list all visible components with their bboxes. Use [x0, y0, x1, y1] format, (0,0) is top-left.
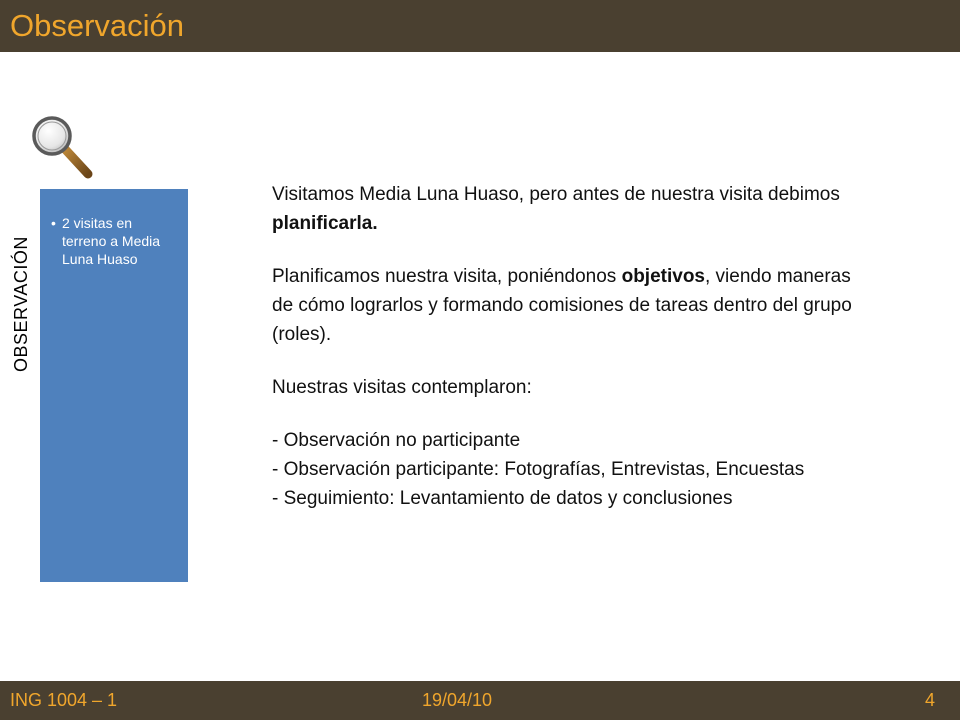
footer-course: ING 1004 – 1	[10, 690, 118, 710]
panel-bullet-text: 2 visitas en terreno a Media Luna Huaso	[62, 215, 161, 267]
bullet-marker: •	[51, 215, 56, 231]
paragraph-2-text-b: , viendo maneras de cómo lograrlos y formando comisiones de tareas dentro del grupo (roles).	[272, 266, 852, 345]
magnifier-icon	[28, 114, 98, 184]
paragraph-2-text-a: Planificamos nuestra visita, poniéndonos	[272, 266, 622, 287]
slide-title: Observación	[10, 8, 185, 43]
paragraph-2	[272, 262, 872, 349]
vertical-section-label: OBSERVACIÓN	[11, 236, 31, 372]
paragraph-1	[272, 180, 872, 238]
footer-date: 19/04/10	[422, 690, 493, 710]
paragraph-1-bold: planificarla.	[272, 213, 378, 234]
panel-bullet-item	[51, 214, 176, 268]
paragraph-2-bold: objetivos	[621, 266, 705, 287]
paragraph-1-text: Visitamos Media Luna Huaso, pero antes de nuestra visita debimos	[272, 184, 840, 205]
list-item: - Observación participante: Fotografías, Entrevistas, Encuestas	[272, 459, 805, 480]
list-item: - Observación no participante	[272, 430, 521, 451]
footer-page-number: 4	[925, 690, 936, 710]
paragraph-3: Nuestras visitas contemplaron:	[272, 377, 532, 398]
slide-body	[272, 180, 872, 513]
list-item: - Seguimiento: Levantamiento de datos y conclusiones	[272, 488, 733, 509]
